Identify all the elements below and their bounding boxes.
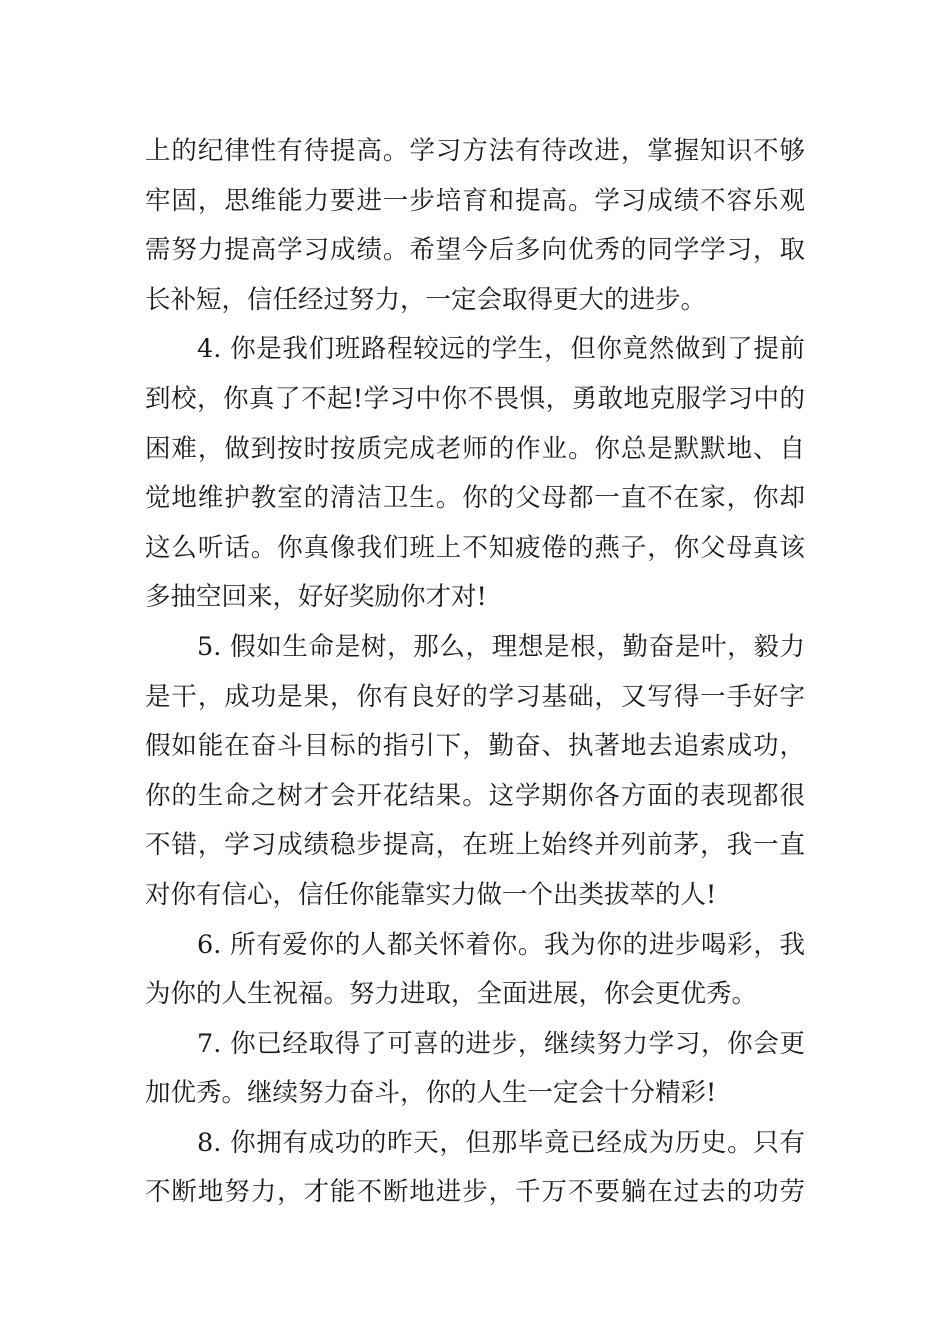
text-line: 6. 所有爱你的人都关怀着你。我为你的进步喝彩，我 — [197, 929, 805, 960]
text-line: 觉地维护教室的清洁卫生。你的父母都一直不在家，你却 — [145, 483, 805, 514]
text-line: 为你的人生祝福。努力进取，全面进展，你会更优秀。 — [145, 979, 758, 1010]
text-line: 7. 你已经取得了可喜的进步，继续努力学习，你会更 — [197, 1028, 805, 1059]
text-line: 不错，学习成绩稳步提高，在班上始终并列前茅，我一直 — [145, 830, 805, 861]
text-line: 这么听话。你真像我们班上不知疲倦的燕子，你父母真该 — [145, 532, 805, 563]
text-line: 加优秀。继续努力奋斗，你的人生一定会十分精彩! — [145, 1078, 717, 1109]
text-line: 长补短，信任经过努力，一定会取得更大的进步。 — [145, 284, 707, 315]
text-line: 需努力提高学习成绩。希望今后多向优秀的同学学习，取 — [145, 235, 805, 266]
text-line: 不断地努力，才能不断地进步，千万不要躺在过去的功劳 — [145, 1177, 805, 1208]
text-line: 多抽空回来，好好奖励你才对! — [145, 582, 487, 613]
text-line: 8. 你拥有成功的昨天，但那毕竟已经成为历史。只有 — [197, 1127, 805, 1158]
text-line: 是干，成功是果，你有良好的学习基础，又写得一手好字 — [145, 681, 805, 712]
text-line: 假如能在奋斗目标的指引下，勤奋、执著地去追索成功， — [145, 731, 805, 762]
text-line: 5. 假如生命是树，那么，理想是根，勤奋是叶，毅力 — [197, 631, 805, 662]
document-body — [145, 127, 805, 1218]
text-line: 上的纪律性有待提高。学习方法有待改进，掌握知识不够 — [145, 136, 805, 166]
text-line: 对你有信心，信任你能靠实力做一个出类拔萃的人! — [145, 879, 717, 910]
text-line: 你的生命之树才会开花结果。这学期你各方面的表现都很 — [145, 780, 805, 811]
text-line: 牢固，思维能力要进一步培育和提高。学习成绩不容乐观 — [145, 185, 805, 216]
text-line: 困难，做到按时按质完成老师的作业。你总是默默地、自 — [145, 433, 805, 464]
text-line: 4. 你是我们班路程较远的学生，但你竟然做到了提前 — [197, 334, 805, 365]
text-line: 到校，你真了不起!学习中你不畏惧，勇敢地克服学习中的 — [145, 383, 805, 414]
